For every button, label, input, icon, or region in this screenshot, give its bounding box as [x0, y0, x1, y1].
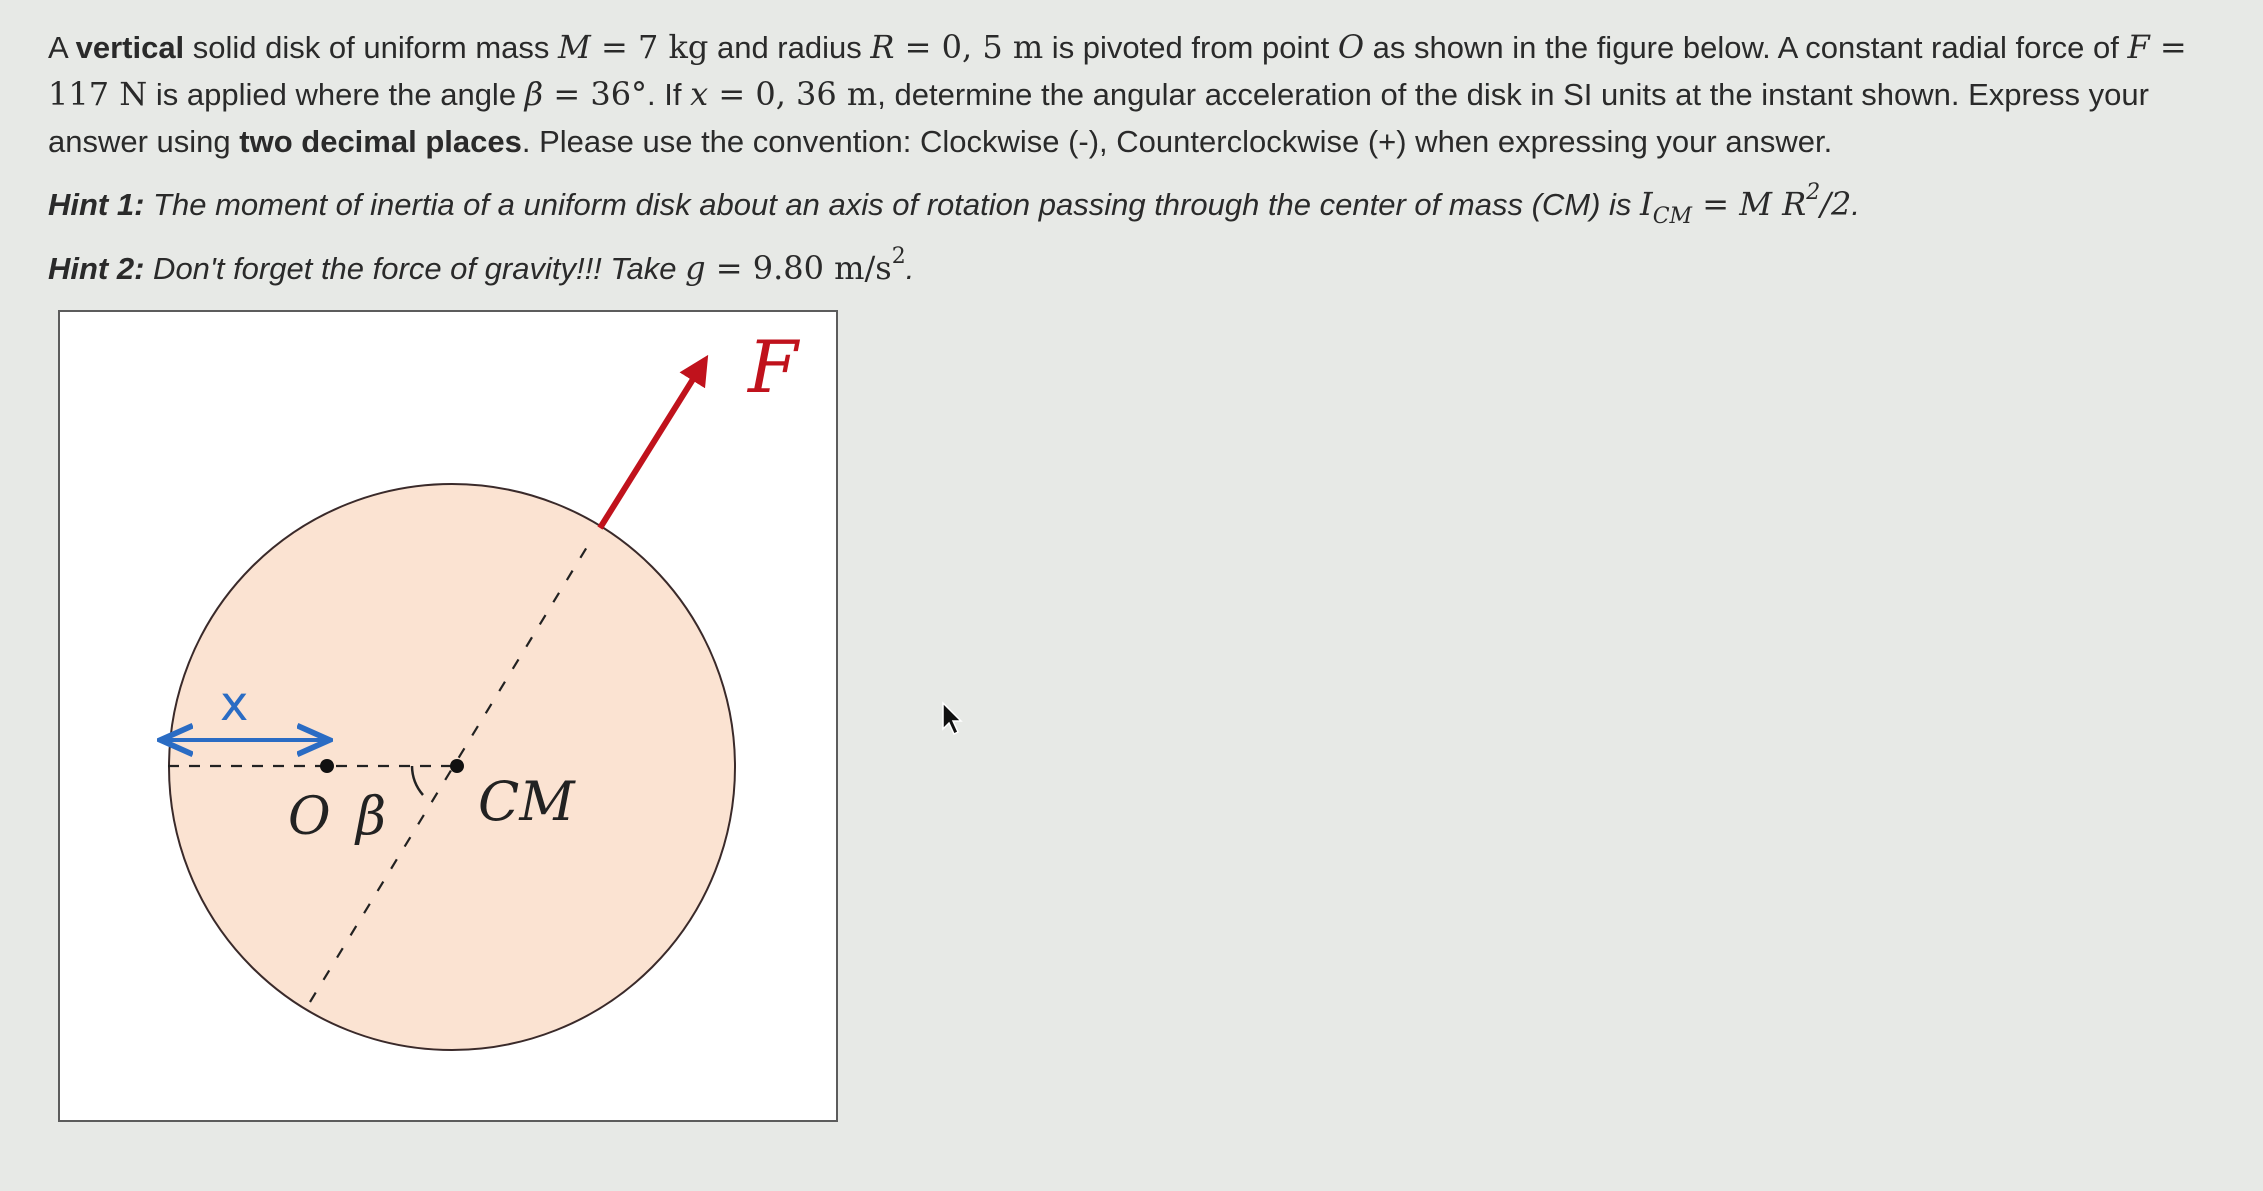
label-pivot: O	[288, 787, 331, 847]
angle-expression: β = 36°	[524, 75, 648, 113]
hint-1: Hint 1: The moment of inertia of a uniform disk about an axis of rotation passing through the center of mass (CM) is $I_{CM} = M$ $R^2/2$.	[48, 180, 1860, 229]
cm-point	[450, 759, 464, 773]
label-x: x	[220, 676, 249, 732]
label-beta: β	[356, 787, 387, 847]
label-force: F	[748, 325, 798, 409]
x-expression: x = 0, 36 m	[690, 75, 878, 113]
pivot-point	[320, 759, 334, 773]
pivot-symbol: O	[1337, 28, 1365, 66]
emphasis-two-decimal-places: two decimal places	[239, 124, 522, 159]
label-cm: CM	[478, 770, 575, 833]
disk-figure	[58, 310, 838, 1122]
problem-statement	[48, 24, 2238, 292]
mouse-cursor-icon	[941, 701, 963, 737]
emphasis-vertical: vertical	[75, 30, 185, 65]
gravity-expression: g = 9.80 $m/s^2$	[685, 244, 906, 287]
mass-expression: M = 7 kg	[558, 28, 709, 66]
radius-expression: R = 0, 5 m	[870, 28, 1044, 66]
hint-2: Hint 2: Don't forget the force of gravity!!! Take g = 9.80 $m/s^2$.	[48, 244, 915, 287]
inertia-expression: $I_{CM} = M$ $R^2/2$	[1640, 180, 1852, 229]
problem-paragraph: A vertical solid disk of uniform mass M = 7 kg and radius R = 0, 5 m is pivoted from point O as shown in the figure below. A constant radial force of F = 117 N is applied where the angle β = 36°. If x = 0, 36 m, determine the angular acceleration of the disk in SI units at the instant shown. Express your answer using two decimal places. Please use the convention: Clockwise (-), Counterclockwise (+) when expressing your answer.	[48, 28, 2187, 159]
force-expression: F = 117 N	[48, 28, 2187, 113]
force-arrow	[600, 360, 705, 528]
